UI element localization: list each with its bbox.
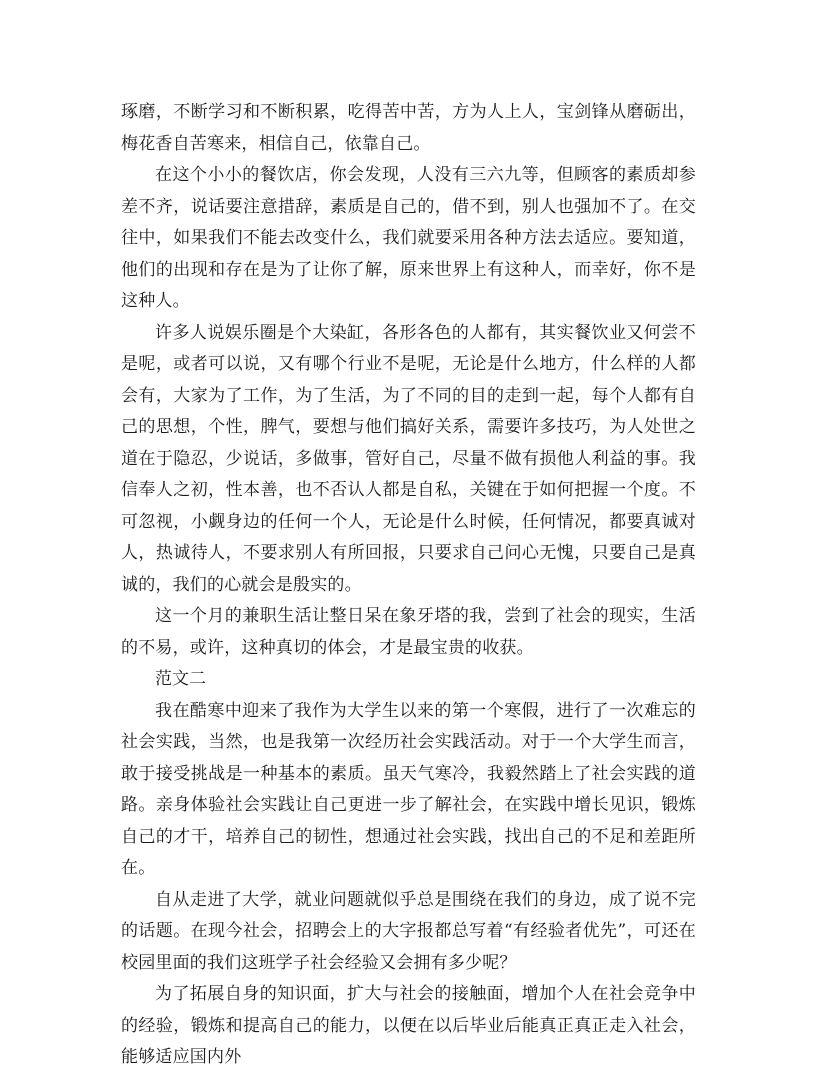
paragraph-continuation: 琢磨，不断学习和不断积累，吃得苦中苦，方为人上人，宝剑锋从磨砺出，梅花香自苦寒来，相信自己，依靠自己。 bbox=[121, 102, 696, 154]
paragraph-purpose: 为了拓展自身的知识面，扩大与社会的接触面，增加个人在社会竞争中的经验，锻炼和提高自己的能力，以便在以后毕业后能真正真正走入社会，能够适应国内外 bbox=[121, 984, 696, 1067]
paragraph-employment-issue: 自从走进了大学，就业问题就似乎总是围绕在我们的身边，成了说不完的话题。在现今社会，招聘会上的大字报都总写着“有经验者优先”，可还在校园里面的我们这班学子社会经验又会拥有多少呢？ bbox=[121, 889, 696, 973]
paragraph-restaurant-observation: 在这个小小的餐饮店，你会发现，人没有三六九等，但顾客的素质却参差不齐，说话要注意措辞，素质是自己的，借不到，别人也强加不了。在交往中，如果我们不能去改变什么，我们就要采用各种方法去适应。要知道，他们的出现和存在是为了让你了解，原来世界上有这种人，而幸好，你不是这种人。 bbox=[121, 165, 696, 311]
paragraph-industry-reflection: 许多人说娱乐圈是个大染缸，各形各色的人都有，其实餐饮业又何尝不是呢，或者可以说，又有哪个行业不是呢，无论是什么地方，什么样的人都会有，大家为了工作，为了生活，为了不同的目的走到一起，每个人都有自己的思想，个性，脾气，要想与他们搞好关系，需要许多技巧，为人处世之道在于隐忍，少说话，多做事，管好自己，尽量不做有损他人利益的事。我信奉人之初，性本善，也不否认人都是自私，关键在于如何把握一个度。不可忽视，小觑身边的任何一个人，无论是什么时候，任何情况，都要真诚对人，热诚待人，不要求别人有所回报，只要求自己问心无愧，只要自己是真诚的，我们的心就会是殷实的。 bbox=[121, 322, 696, 595]
paragraph-winter-practice: 我在酷寒中迎来了我作为大学生以来的第一个寒假，进行了一次难忘的社会实践，当然，也是我第一次经历社会实践活动。对于一个大学生而言，敢于接受挑战是一种基本的素质。虽天气寒冷，我毅然踏上了社会实践的道路。亲身体验社会实践让自己更进一步了解社会，在实践中增长见识，锻炼自己的才干，培养自己的韧性，想通过社会实践，找出自己的不足和差距所在。 bbox=[121, 700, 696, 878]
section-heading-sample-two: 范文二 bbox=[155, 669, 206, 689]
document-page bbox=[121, 97, 696, 1074]
paragraph-part-time-summary: 这一个月的兼职生活让整日呆在象牙塔的我，尝到了社会的现实，生活的不易，或许，这种真切的体会，才是最宝贵的收获。 bbox=[121, 606, 696, 658]
